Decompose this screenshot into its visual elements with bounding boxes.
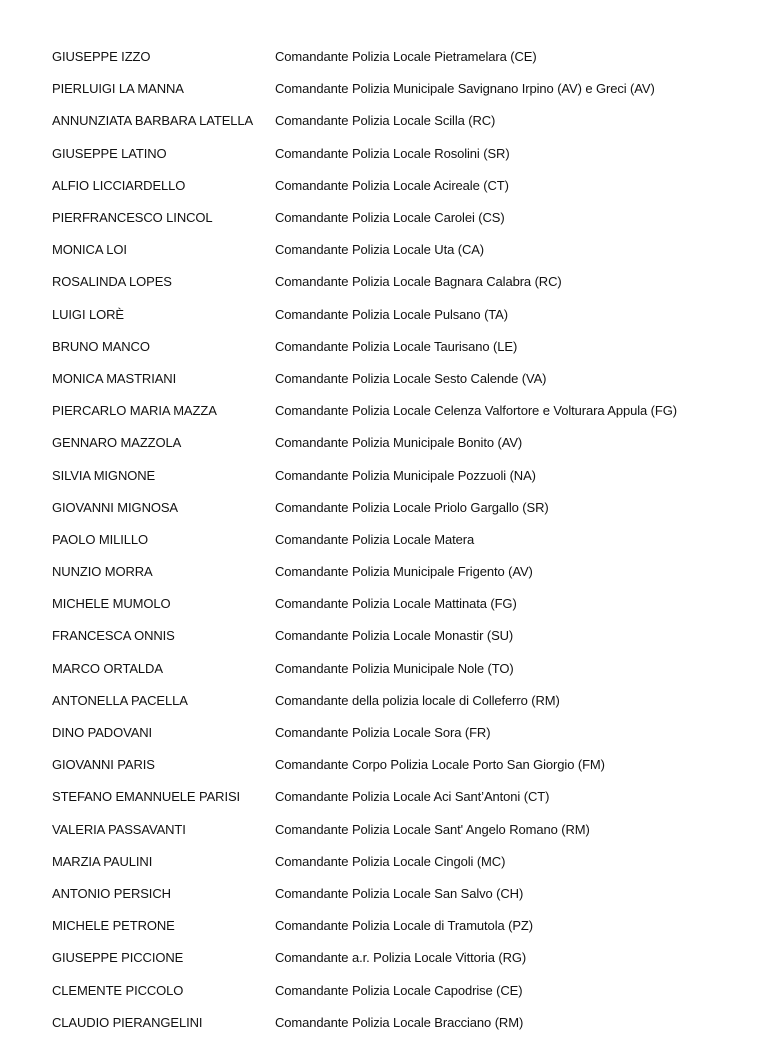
list-item bbox=[52, 363, 752, 395]
person-name: STEFANO EMANNUELE PARISI bbox=[52, 789, 241, 805]
person-name: MICHELE PETRONE bbox=[52, 918, 175, 934]
list-item bbox=[52, 556, 752, 588]
person-name: CLAUDIO PIERANGELINI bbox=[52, 1014, 203, 1030]
person-name: MONICA MASTRIANI bbox=[52, 370, 177, 386]
person-name: NUNZIO MORRA bbox=[52, 564, 153, 580]
person-role: Comandante Polizia Municipale Savignano Irpino (AV) e Greci (AV) bbox=[275, 81, 655, 97]
person-name: BRUNO MANCO bbox=[52, 338, 150, 354]
person-name: ANTONIO PERSICH bbox=[52, 885, 171, 901]
list-item bbox=[52, 492, 752, 524]
person-role: Comandante Polizia Locale Carolei (CS) bbox=[275, 210, 505, 226]
person-name: GIOVANNI PARIS bbox=[52, 757, 155, 773]
person-name: ALFIO LICCIARDELLO bbox=[52, 177, 186, 193]
list-item bbox=[52, 459, 752, 491]
person-role: Comandante Polizia Locale Uta (CA) bbox=[275, 242, 485, 258]
list-item bbox=[52, 846, 752, 878]
person-name: FRANCESCA ONNIS bbox=[52, 628, 175, 644]
person-name: MICHELE MUMOLO bbox=[52, 596, 171, 612]
list-item bbox=[52, 395, 752, 427]
person-role: Comandante Polizia Locale Sora (FR) bbox=[275, 725, 491, 741]
list-item bbox=[52, 331, 752, 363]
list-item bbox=[52, 524, 752, 556]
list-item bbox=[52, 653, 752, 685]
person-name: MONICA LOI bbox=[52, 242, 127, 258]
person-role: Comandante Polizia Locale Taurisano (LE) bbox=[275, 338, 518, 354]
list-item bbox=[52, 620, 752, 652]
person-name: ROSALINDA LOPES bbox=[52, 274, 172, 290]
person-name: PIERFRANCESCO LINCOL bbox=[52, 210, 213, 226]
person-role: Comandante Polizia Locale Capodrise (CE) bbox=[275, 982, 523, 998]
signatories-list bbox=[52, 41, 752, 1039]
person-role: Comandante Polizia Locale Scilla (RC) bbox=[275, 113, 496, 129]
person-name: CLEMENTE PICCOLO bbox=[52, 982, 184, 998]
list-item bbox=[52, 749, 752, 781]
person-role: Comandante a.r. Polizia Locale Vittoria (RG) bbox=[275, 950, 527, 966]
list-item bbox=[52, 814, 752, 846]
person-role: Comandante Polizia Locale Aci Sant’Antoni (CT) bbox=[275, 789, 550, 805]
person-name: SILVIA MIGNONE bbox=[52, 467, 156, 483]
person-role: Comandante Polizia Locale Sant' Angelo Romano (RM) bbox=[275, 821, 590, 837]
person-role: Comandante Polizia Locale Cingoli (MC) bbox=[275, 853, 506, 869]
person-role: Comandante Polizia Locale Celenza Valfortore e Volturara Appula (FG) bbox=[275, 403, 677, 419]
list-item bbox=[52, 910, 752, 942]
person-role: Comandante Polizia Locale Sesto Calende (VA) bbox=[275, 370, 547, 386]
person-role: Comandante Polizia Locale San Salvo (CH) bbox=[275, 885, 524, 901]
list-item bbox=[52, 170, 752, 202]
person-role: Comandante Polizia Locale Bracciano (RM) bbox=[275, 1014, 524, 1030]
person-name: PIERLUIGI LA MANNA bbox=[52, 81, 184, 97]
list-item bbox=[52, 105, 752, 137]
list-item bbox=[52, 299, 752, 331]
person-name: PAOLO MILILLO bbox=[52, 531, 148, 547]
person-role: Comandante Polizia Locale Rosolini (SR) bbox=[275, 145, 510, 161]
person-name: GIOVANNI MIGNOSA bbox=[52, 499, 179, 515]
person-name: DINO PADOVANI bbox=[52, 725, 153, 741]
list-item bbox=[52, 942, 752, 974]
person-name: MARCO ORTALDA bbox=[52, 660, 163, 676]
person-role: Comandante della polizia locale di Colleferro (RM) bbox=[275, 692, 560, 708]
person-role: Comandante Polizia Locale Pietramelara (CE) bbox=[275, 49, 537, 65]
person-name: GIUSEPPE LATINO bbox=[52, 145, 167, 161]
person-role: Comandante Corpo Polizia Locale Porto San Giorgio (FM) bbox=[275, 757, 605, 773]
person-role: Comandante Polizia Municipale Bonito (AV) bbox=[275, 435, 523, 451]
list-item bbox=[52, 588, 752, 620]
person-role: Comandante Polizia Locale Monastir (SU) bbox=[275, 628, 514, 644]
list-item bbox=[52, 73, 752, 105]
list-item bbox=[52, 974, 752, 1006]
person-role: Comandante Polizia Locale Bagnara Calabra (RC) bbox=[275, 274, 562, 290]
list-item bbox=[52, 266, 752, 298]
person-name: ANTONELLA PACELLA bbox=[52, 692, 188, 708]
person-name: LUIGI LORÈ bbox=[52, 306, 124, 322]
person-role: Comandante Polizia Locale Mattinata (FG) bbox=[275, 596, 517, 612]
person-role: Comandante Polizia Locale Acireale (CT) bbox=[275, 177, 509, 193]
person-role: Comandante Polizia Municipale Nole (TO) bbox=[275, 660, 514, 676]
list-item bbox=[52, 878, 752, 910]
person-role: Comandante Polizia Locale Pulsano (TA) bbox=[275, 306, 508, 322]
list-item bbox=[52, 41, 752, 73]
list-item bbox=[52, 234, 752, 266]
list-item bbox=[52, 781, 752, 813]
person-name: GIUSEPPE IZZO bbox=[52, 49, 151, 65]
person-role: Comandante Polizia Municipale Frigento (AV) bbox=[275, 564, 533, 580]
list-item bbox=[52, 685, 752, 717]
list-item bbox=[52, 427, 752, 459]
list-item bbox=[52, 202, 752, 234]
person-name: GENNARO MAZZOLA bbox=[52, 435, 182, 451]
person-name: ANNUNZIATA BARBARA LATELLA bbox=[52, 113, 254, 129]
list-item bbox=[52, 138, 752, 170]
person-name: GIUSEPPE PICCIONE bbox=[52, 950, 184, 966]
person-name: PIERCARLO MARIA MAZZA bbox=[52, 403, 217, 419]
list-item bbox=[52, 717, 752, 749]
person-role: Comandante Polizia Municipale Pozzuoli (NA) bbox=[275, 467, 536, 483]
person-name: MARZIA PAULINI bbox=[52, 853, 153, 869]
person-role: Comandante Polizia Locale Matera bbox=[275, 531, 475, 547]
person-role: Comandante Polizia Locale Priolo Gargallo (SR) bbox=[275, 499, 549, 515]
person-name: VALERIA PASSAVANTI bbox=[52, 821, 186, 837]
person-role: Comandante Polizia Locale di Tramutola (PZ) bbox=[275, 918, 533, 934]
list-item bbox=[52, 1007, 752, 1039]
